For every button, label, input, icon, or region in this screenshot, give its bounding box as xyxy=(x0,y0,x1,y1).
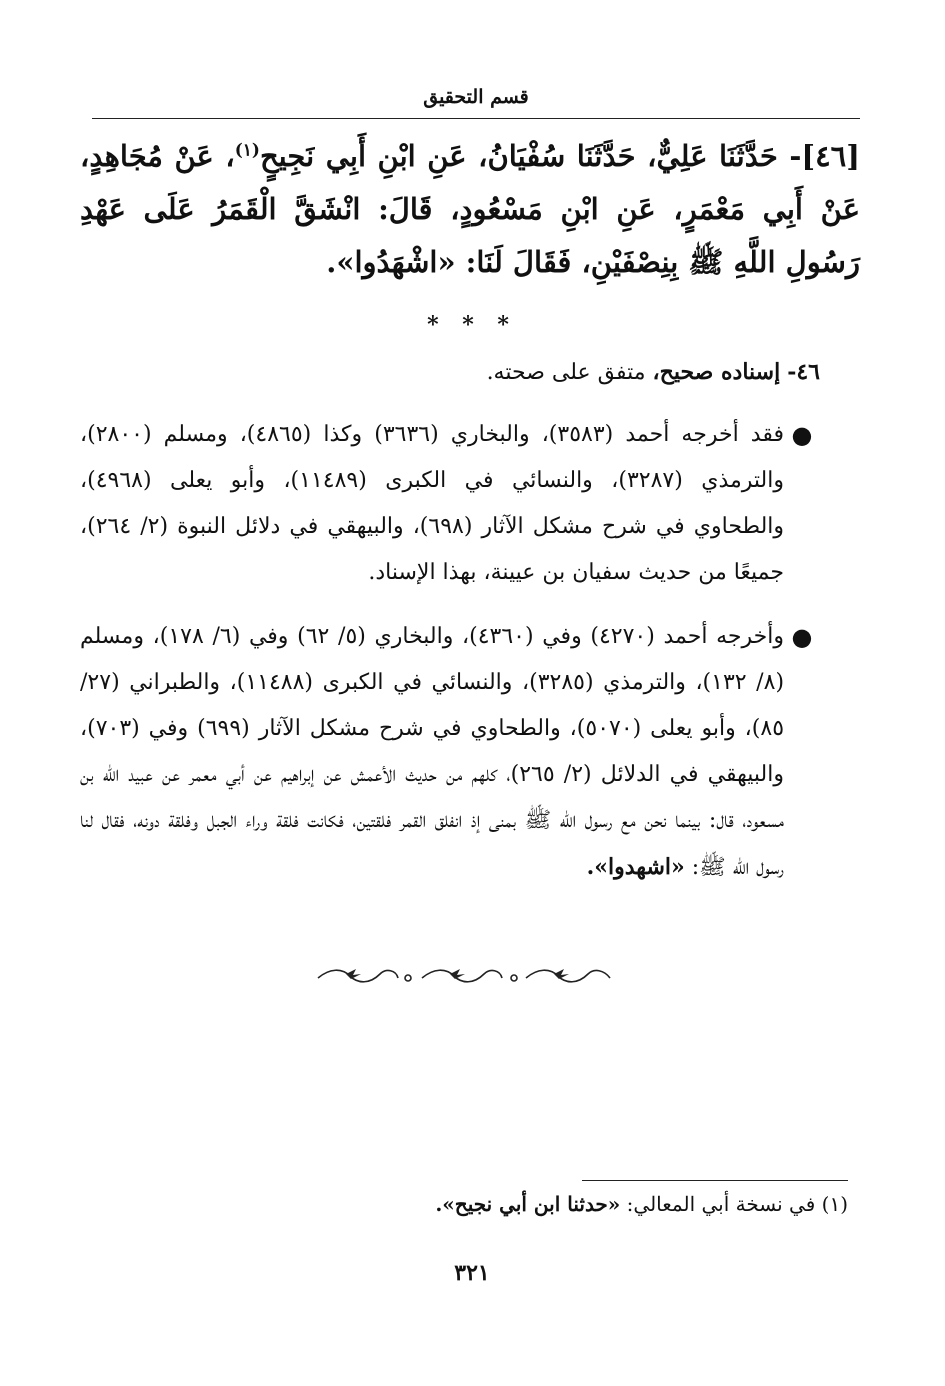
takhrij-text xyxy=(80,614,784,891)
footnote xyxy=(92,1188,848,1220)
takhrij-text-body: وأخرجه أحمد (٤٢٧٠) وفي (٤٣٦٠)، والبخاري (٥/ ٦٢) وفي (٦/ ١٧٨)، ومسلم (٨/ ١٣٢)، والترمذي (٣٢٨٥)، والنسائي في الكبرى (١١٤٨٨)، والطبراني (٢٧/ ٨٥)، وأبو يعلى (٥٠٧٠)، والطحاوي في شرح مشكل الآثار (٦٩٩) وفي (٧٠٣)، والبيهقي في الدلائل (٢/ ٢٦٥)، كلهم من حديث الأعمش عن إبراهيم عن أبي معمر عن عبيد الله بن مسعود، قال: بينما نحن مع رسول الله ﷺ بمنى إذ انفلق القمر فلقتين، فكانت فلقة وراء الجبل وفلقة دونه، فقال لنا رسول الله ﷺ: xyxy=(80,624,785,880)
isnad-grading xyxy=(92,352,820,393)
section-separator: * * * xyxy=(427,312,517,338)
footnote-divider xyxy=(582,1180,848,1181)
takhrij-text: فقد أخرجه أحمد (٣٥٨٣)، والبخاري (٣٦٣٦) وكذا (٤٨٦٥)، ومسلم (٢٨٠٠)، والترمذي (٣٢٨٧)، والنسائي في الكبرى (١١٤٨٩)، وأبو يعلى (٤٩٦٨)، والطحاوي في شرح مشكل الآثار (٦٩٨)، والبيهقي في دلائل النبوة (٢/ ٢٦٤)، جميعًا من حديث سفيان بن عيينة، بهذا الإسناد. xyxy=(80,422,785,585)
footnote-quote: «حدثنا ابن أبي نجيح». xyxy=(435,1192,621,1216)
footnote-text: في نسخة أبي المعالي: xyxy=(626,1192,816,1216)
ornament-divider-icon xyxy=(310,958,620,992)
footnote-marker: (١) xyxy=(821,1192,848,1216)
takhrij-quote: «اشهدوا». xyxy=(586,854,685,880)
takhrij-item xyxy=(80,412,820,596)
running-header: قسم التحقيق xyxy=(423,86,529,108)
page-number: ٣٢١ xyxy=(454,1260,490,1286)
grading-note: متفق على صحته. xyxy=(486,360,646,385)
takhrij-item xyxy=(80,614,820,891)
grading-number: ٤٦- xyxy=(787,359,820,385)
footnote-reference[interactable]: (١) xyxy=(234,140,260,161)
hadith-text xyxy=(80,130,860,289)
hadith-text-end: ، عَنْ مُجَاهِدٍ، عَنْ أَبِي مَعْمَرٍ، عَنِ ابْنِ مَسْعُودٍ، قَالَ: انْشَقَّ الْقَمَرُ عَلَى عَهْدِ رَسُولِ اللَّهِ ﷺ بِنِصْفَيْنِ، فَقَالَ لَنَا: «اشْهَدُوا». xyxy=(80,139,860,279)
bullet-icon: ● xyxy=(791,421,813,449)
bullet-icon: ● xyxy=(791,623,813,651)
hadith-text-start: [٤٦]- حَدَّثَنَا عَلِيٌّ، حَدَّثَنَا سُفْيَانُ، عَنِ ابْنِ أَبِي نَجِيحٍ xyxy=(259,139,860,173)
header-divider xyxy=(92,118,860,119)
grading-verdict: إسناده صحيح، xyxy=(652,359,781,385)
